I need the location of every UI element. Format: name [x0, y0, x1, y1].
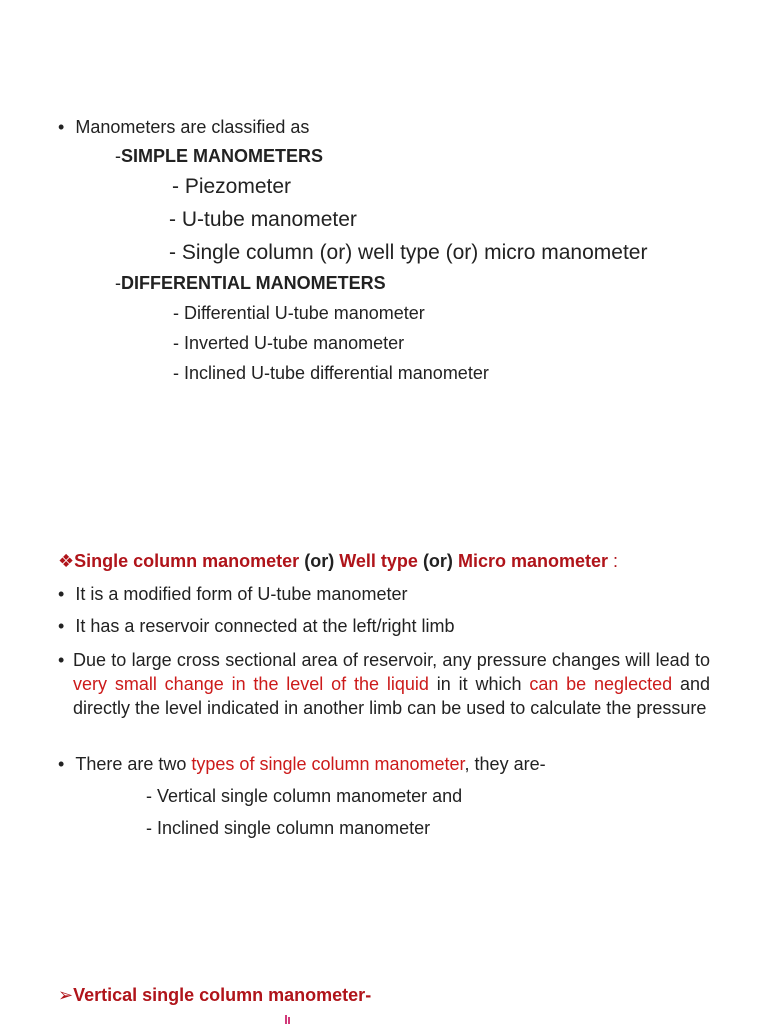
list-item-two-types [58, 753, 546, 775]
heading-dash: - [115, 273, 121, 293]
bullet-icon: • [58, 117, 65, 137]
heading-dash: - [115, 146, 121, 166]
paragraph-highlight-small-change: very small change in the level of the liquid [73, 674, 429, 694]
paragraph-text [58, 648, 710, 720]
arrow-bullet-icon: ➢ [58, 985, 74, 1005]
heading-or-2: (or) [422, 551, 453, 571]
list-item [58, 583, 407, 605]
bullet-icon: • [58, 584, 65, 604]
single-column-heading [58, 550, 618, 572]
paragraph-highlight-neglected: can be neglected [529, 674, 673, 694]
heading-colon: : [613, 551, 619, 571]
diamond-bullet-icon: ❖ [58, 551, 75, 571]
vertical-heading [58, 984, 371, 1006]
two-types-seg-3: , they are- [464, 754, 546, 774]
paragraph-seg-5: and directly the level indicated in another limb can be used to calculate the pressure [73, 674, 710, 718]
differential-item-u-tube: - Differential U-tube manometer [173, 303, 425, 323]
intro-text: Manometers are classified as [75, 117, 310, 137]
simple-heading-text: SIMPLE MANOMETERS [121, 146, 324, 166]
intro-line [58, 116, 309, 138]
vertical-heading-text: Vertical single column manometer- [73, 985, 372, 1005]
bullet-icon: • [58, 650, 65, 670]
type-vertical: - Vertical single column manometer and [146, 786, 463, 806]
simple-item-piezometer: - Piezometer [172, 175, 292, 198]
simple-item-single-column: - Single column (or) well type (or) micro manometer [169, 241, 648, 264]
list-item [58, 615, 455, 637]
cropped-fragment-stroke-right [288, 1017, 290, 1024]
two-types-highlight: types of single column manometer [191, 754, 465, 774]
heading-or-1: (or) [304, 551, 335, 571]
cropped-fragment-icon [283, 1014, 293, 1024]
cropped-fragment-stroke-left [285, 1015, 287, 1024]
heading-part-well-type: Well type [339, 551, 418, 571]
simple-item-u-tube: - U-tube manometer [169, 208, 357, 231]
simple-manometers-heading [115, 145, 323, 167]
two-types-seg-1: There are two [75, 754, 187, 774]
differential-heading-text: DIFFERENTIAL MANOMETERS [121, 273, 386, 293]
list-item-reservoir-paragraph [58, 648, 710, 720]
bullet-icon: • [58, 754, 65, 774]
type-inclined: - Inclined single column manometer [146, 818, 431, 838]
differential-item-inverted: - Inverted U-tube manometer [173, 333, 405, 353]
bullet-icon: • [58, 616, 65, 636]
list-item-text: It is a modified form of U-tube manometer [75, 584, 408, 604]
differential-item-inclined: - Inclined U-tube differential manometer [173, 363, 489, 383]
differential-manometers-heading [115, 272, 386, 294]
heading-part-micro: Micro manometer [457, 551, 608, 571]
paragraph-seg-1: Due to large cross sectional area of reservoir, any pressure changes will lead to [73, 650, 710, 670]
list-item-text: It has a reservoir connected at the left/right limb [75, 616, 455, 636]
paragraph-seg-3: in it which [436, 674, 522, 694]
heading-part-single-column: Single column manometer [74, 551, 300, 571]
